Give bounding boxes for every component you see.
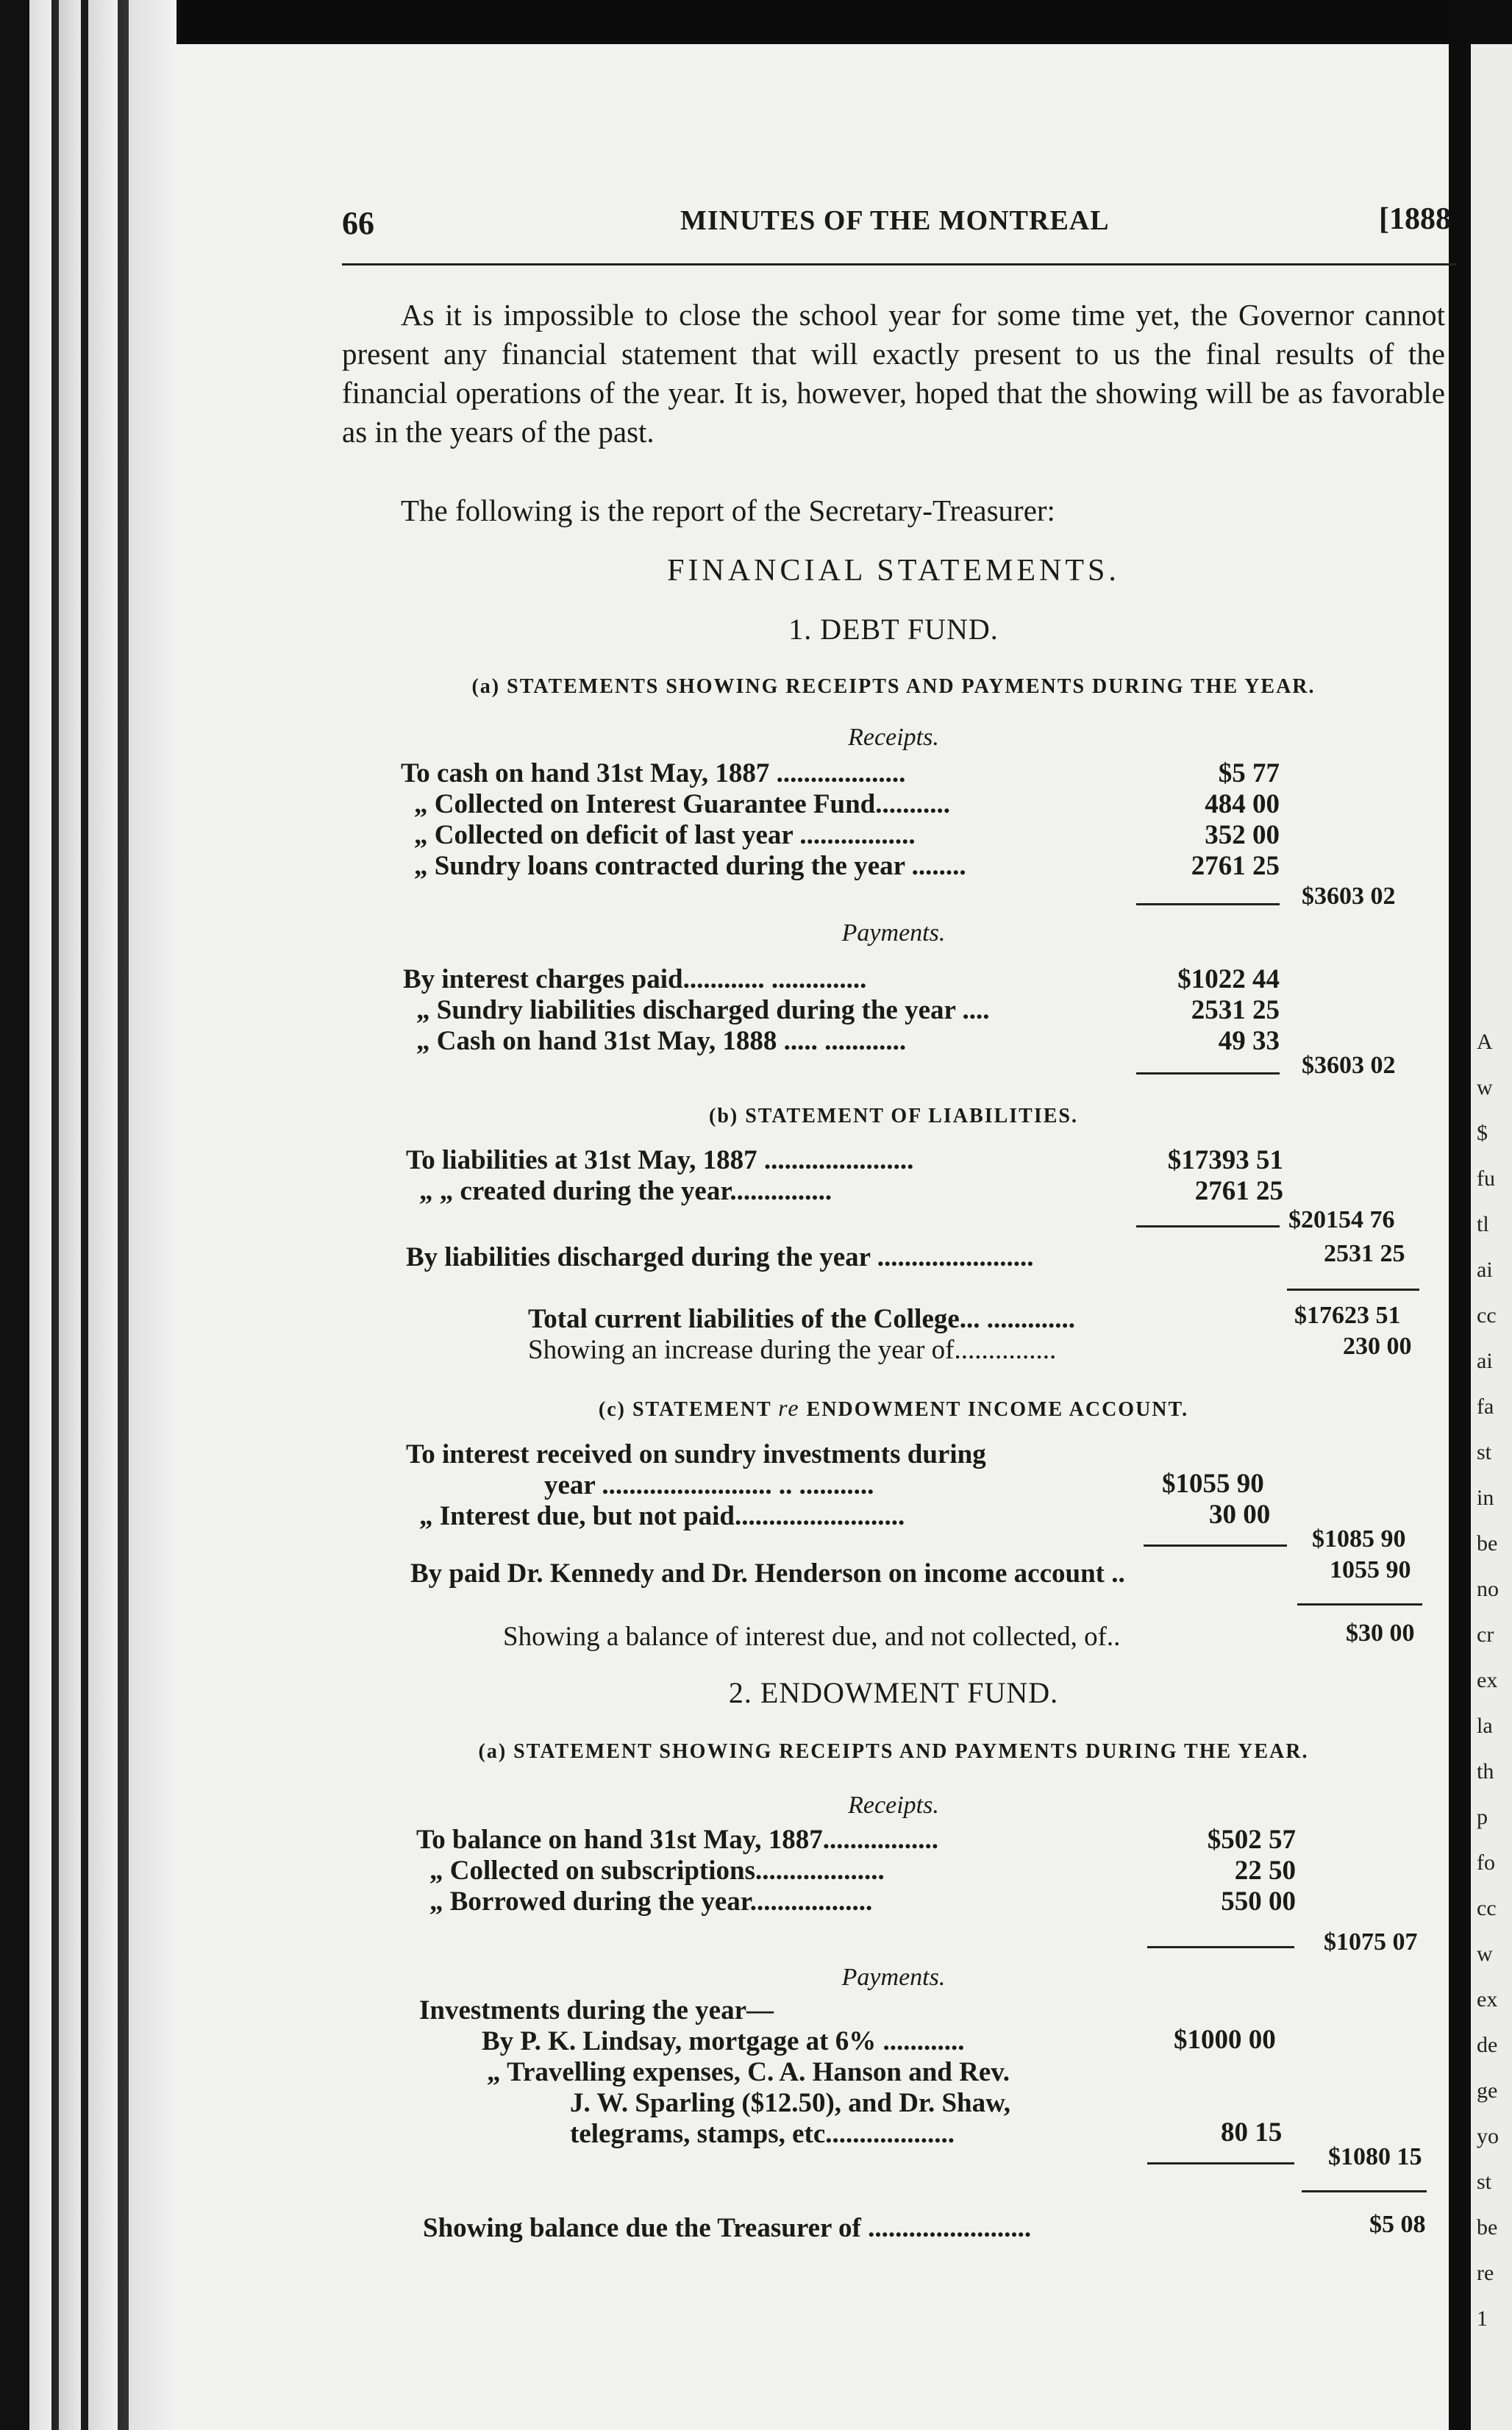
investments-label: Investments during the year—	[419, 1995, 774, 2025]
rule	[1144, 1544, 1287, 1547]
facing-page-fragment: w	[1477, 1942, 1493, 1966]
facing-page-fragment: w	[1477, 1075, 1493, 1100]
facing-page-fragment: be	[1477, 2215, 1498, 2240]
debt-fund-heading: 1. DEBT FUND.	[788, 613, 999, 646]
balance-amount: $30 00	[1346, 1620, 1415, 1647]
ledger-row-amount: 49 33	[1218, 1026, 1280, 1056]
travel-line: J. W. Sparling ($12.50), and Dr. Shaw,	[570, 2088, 1011, 2118]
liabilities-total: $20154 76	[1288, 1206, 1395, 1233]
facing-page-fragment: p	[1477, 1805, 1488, 1829]
increase-label: Showing an increase during the year of...............	[528, 1335, 1057, 1365]
facing-page-edge	[1471, 44, 1512, 2430]
rule	[1136, 1072, 1280, 1075]
ledger-row-amount: $1022 44	[1177, 964, 1280, 994]
ledger-row-amount: 484 00	[1205, 789, 1280, 819]
header-year: [1888	[1379, 202, 1451, 236]
ledger-row-amount: 352 00	[1205, 820, 1280, 850]
debt-receipts-total: $3603 02	[1302, 883, 1396, 910]
intro-paragraph: As it is impossible to close the school year for some time yet, the Governor cannot present any financial statement that will exactly present to us the final results of the financial operations of the year. It is, however, hoped that the showing will be as favorable as in the years of the past.	[342, 298, 1445, 449]
facing-page-fragment: cr	[1477, 1622, 1494, 1647]
endowment-payments-total: $1080 15	[1328, 2143, 1422, 2170]
facing-page-fragment: fu	[1477, 1166, 1495, 1191]
lindsay-label: By P. K. Lindsay, mortgage at 6% ............	[482, 2026, 965, 2056]
ledger-row-amount: 550 00	[1221, 1886, 1296, 1917]
income-line: To interest received on sundry investments during	[406, 1439, 986, 1469]
ledger-row-amount: 2761 25	[1194, 1176, 1283, 1206]
total-liabilities-amount: $17623 51	[1294, 1302, 1401, 1329]
debt-fund-a-heading: (a) STATEMENTS SHOWING RECEIPTS AND PAYMENTS DURING THE YEAR.	[471, 675, 1316, 698]
facing-page-fragment: A	[1477, 1030, 1493, 1054]
facing-page-fragment: fa	[1477, 1394, 1494, 1419]
facing-page-fragment: 1	[1477, 2306, 1488, 2331]
endowment-a-heading: (a) STATEMENT SHOWING RECEIPTS AND PAYMENTS DURING THE YEAR.	[478, 1740, 1309, 1763]
facing-page-fragment: ai	[1477, 1258, 1493, 1282]
rule	[1297, 1603, 1422, 1606]
facing-page-fragment: tl	[1477, 1212, 1489, 1236]
ledger-row-label: To cash on hand 31st May, 1887 ...................	[401, 758, 906, 788]
facing-page-fragment: yo	[1477, 2124, 1499, 2148]
rule	[1147, 1946, 1294, 1948]
facing-page-fragment: cc	[1477, 1896, 1497, 1920]
facing-page-fragment: st	[1477, 2170, 1492, 2194]
ledger-row-label: „ „ created during the year...............	[419, 1176, 832, 1206]
facing-page-fragment: la	[1477, 1714, 1493, 1738]
rule	[1136, 1225, 1280, 1228]
facing-page-fragment: ai	[1477, 1349, 1493, 1373]
financial-statements-heading: FINANCIAL STATEMENTS.	[667, 554, 1120, 588]
income-amount: 30 00	[1209, 1500, 1271, 1530]
ledger-row-label: „ Collected on subscriptions...................	[429, 1856, 885, 1886]
income-line: „ Interest due, but not paid.........................	[419, 1501, 905, 1531]
facing-page-fragment: ge	[1477, 2078, 1498, 2103]
ledger-row-label: „ Sundry loans contracted during the year ........	[414, 851, 966, 881]
ledger-row-label: „ Collected on deficit of last year .................	[414, 820, 916, 850]
ledger-row-label: „ Sundry liabilities discharged during the year ....	[416, 995, 990, 1025]
endowment-income-heading	[342, 1394, 1445, 1422]
ledger-row-label: To liabilities at 31st May, 1887 ......................	[406, 1145, 914, 1175]
rule	[1147, 2162, 1294, 2164]
ledger-row-label: „ Collected on Interest Guarantee Fund...........	[414, 789, 950, 819]
facing-page-fragment: ex	[1477, 1987, 1498, 2012]
rule	[1136, 903, 1280, 905]
facing-page-fragment: cc	[1477, 1303, 1497, 1328]
travel-amount: 80 15	[1221, 2117, 1283, 2148]
facing-page-fragment: re	[1477, 2261, 1494, 2285]
treasurer-balance-label: Showing balance due the Treasurer of ........................	[423, 2213, 1032, 2243]
facing-page-fragment: st	[1477, 1440, 1492, 1464]
travel-line: telegrams, stamps, etc...................	[570, 2119, 955, 2149]
header-title: MINUTES OF THE MONTREAL	[680, 205, 1110, 236]
rule	[1302, 2190, 1427, 2192]
discharged-amount: 2531 25	[1324, 1240, 1405, 1267]
ledger-row-amount: 2761 25	[1191, 851, 1280, 881]
ledger-row-amount: 22 50	[1234, 1856, 1296, 1886]
lindsay-amount: $1000 00	[1174, 2025, 1276, 2055]
facing-page-fragment: de	[1477, 2033, 1498, 2057]
endowment-receipts-total: $1075 07	[1324, 1928, 1418, 1956]
debt-receipts-label: Receipts.	[848, 724, 939, 751]
total-liabilities-label: Total current liabilities of the College... .............	[528, 1304, 1076, 1334]
travel-line: „ Travelling expenses, C. A. Hanson and Rev.	[487, 2057, 1010, 2087]
liabilities-heading: (b) STATEMENT OF LIABILITIES.	[709, 1105, 1078, 1127]
income-line: year ......................... .. ...........	[544, 1470, 874, 1500]
running-header	[342, 204, 1452, 249]
debt-payments-total: $3603 02	[1302, 1052, 1396, 1079]
intro-paragraph-2: The following is the report of the Secretary-Treasurer:	[401, 494, 1055, 527]
facing-page-fragment: be	[1477, 1531, 1498, 1556]
endowment-payments-label: Payments.	[841, 1964, 946, 1991]
heading-part: (c) STATEMENT	[598, 1398, 772, 1421]
ledger-row-amount: 2531 25	[1191, 995, 1280, 1025]
treasurer-balance-amount: $5 08	[1369, 2211, 1426, 2238]
balance-label: Showing a balance of interest due, and not collected, of..	[503, 1622, 1121, 1652]
facing-page-fragment: fo	[1477, 1850, 1495, 1875]
ledger-row-label: „ Borrowed during the year..................	[429, 1886, 873, 1917]
facing-page-fragment: $	[1477, 1121, 1488, 1145]
paid-label: By paid Dr. Kennedy and Dr. Henderson on income account ..	[410, 1558, 1125, 1589]
facing-page-fragment: in	[1477, 1486, 1494, 1510]
facing-page-fragment: ex	[1477, 1668, 1498, 1692]
book-binding	[0, 0, 176, 2430]
facing-page-fragment: no	[1477, 1577, 1499, 1601]
ledger-row-amount: $502 57	[1207, 1825, 1296, 1855]
discharged-label: By liabilities discharged during the year .......................	[406, 1242, 1034, 1272]
debt-payments-label: Payments.	[841, 919, 946, 947]
income-amount: $1055 90	[1162, 1469, 1264, 1499]
increase-amount: 230 00	[1343, 1333, 1412, 1360]
ledger-row-label: To balance on hand 31st May, 1887.................	[416, 1825, 938, 1855]
heading-re: re	[778, 1394, 800, 1421]
ledger-row-amount: $5 77	[1218, 758, 1280, 788]
header-rule	[342, 263, 1456, 266]
ledger-row-label: By interest charges paid............ ..............	[403, 964, 867, 994]
income-total: $1085 90	[1312, 1525, 1406, 1553]
rule	[1287, 1289, 1419, 1291]
paid-amount: 1055 90	[1330, 1556, 1411, 1583]
ledger-row-amount: $17393 51	[1167, 1145, 1283, 1175]
page-number: 66	[342, 205, 374, 241]
endowment-receipts-label: Receipts.	[848, 1792, 939, 1819]
heading-part: ENDOWMENT INCOME ACCOUNT.	[806, 1398, 1189, 1421]
ledger-row-label: „ Cash on hand 31st May, 1888 ..... ............	[416, 1026, 907, 1056]
endowment-fund-heading: 2. ENDOWMENT FUND.	[728, 1676, 1059, 1709]
facing-page-fragment: th	[1477, 1759, 1494, 1784]
